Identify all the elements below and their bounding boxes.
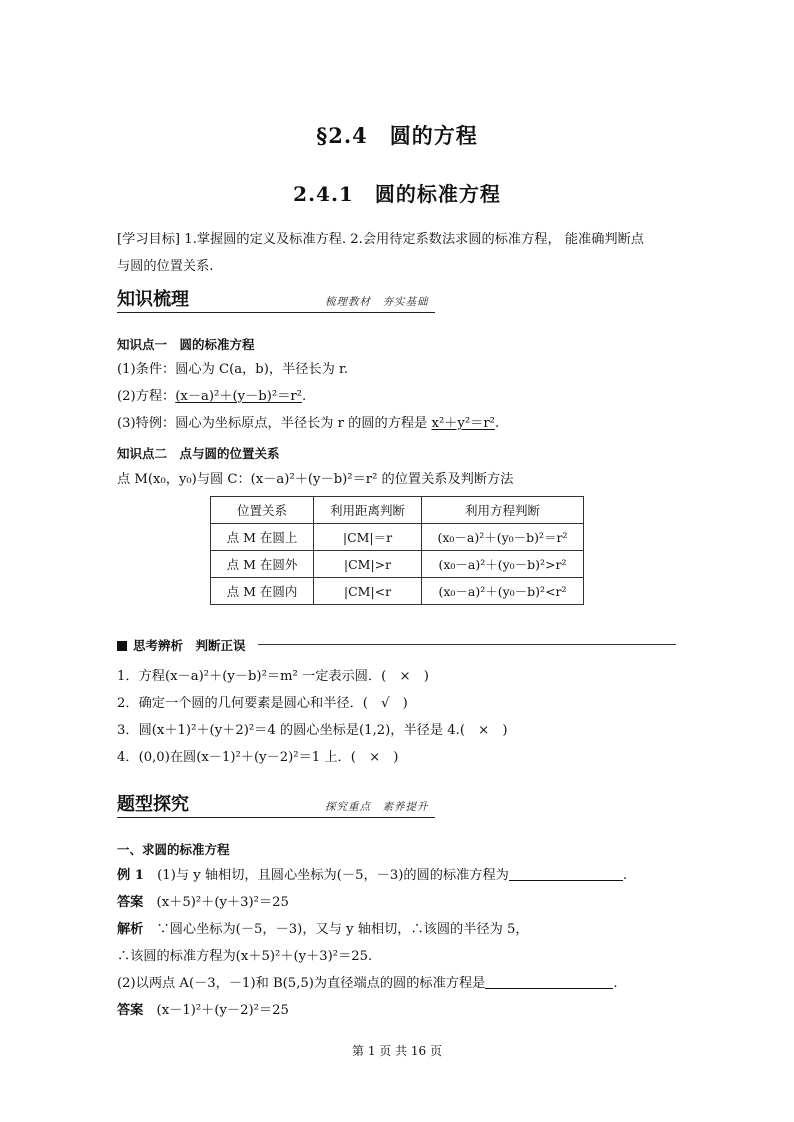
kp2-title: 知识点二 点与圆的位置关系 (117, 446, 280, 461)
example1-part2-end: . (613, 976, 618, 991)
objectives-text: 1.掌握圆的定义及标准方程. 2.会用待定系数法求圆的标准方程， 能准确判断点 (180, 232, 644, 247)
kp2-intro: 点 M(x₀，y₀)与圆 C：(x－a)²＋(y－b)²＝r² 的位置关系及判断方法 (117, 472, 514, 487)
table-header-cell: 位置关系 (211, 497, 314, 524)
example1-part2 (117, 973, 618, 995)
position-table (210, 496, 584, 605)
example1-text: (1)与 y 轴相切，且圆心坐标为(－5，－3)的圆的标准方程为 (143, 868, 509, 883)
kp1-special-line (117, 413, 499, 435)
table-cell: |CM|>r (314, 551, 422, 578)
think-item: 4．(0,0)在圆(x－1)²＋(y－2)²＝1 上．( × ) (117, 750, 399, 765)
table-header-row (211, 497, 584, 524)
think-title-row (117, 636, 246, 654)
table-cell: |CM|＝r (314, 524, 422, 551)
answer2-line (117, 1000, 289, 1022)
kp1-condition: (1)条件：圆心为 C(a，b)，半径长为 r. (117, 362, 349, 377)
example1-question (117, 865, 627, 887)
kp1-equation-line (117, 386, 306, 408)
section-knowledge-title: 知识梳理 (117, 289, 189, 310)
answer-label: 答案 (117, 895, 144, 910)
think-rule (258, 644, 676, 645)
objectives-line-2: 与圆的位置关系. (117, 259, 214, 274)
think-item: 1．方程(x－a)²＋(y－b)²＝m² 一定表示圆．( × ) (117, 669, 429, 684)
example1-part2-text: (2)以两点 A(－3，－1)和 B(5,5)为直径端点的圆的标准方程是 (117, 976, 486, 991)
part1-title: 一、求圆的标准方程 (117, 842, 230, 857)
table-header-cell: 利用距离判断 (314, 497, 422, 524)
table-row (211, 578, 584, 605)
table-header-cell: 利用方程判断 (422, 497, 584, 524)
page-footer: 第 1 页 共 16 页 (352, 1044, 442, 1058)
table-cell: (x₀－a)²＋(y₀－b)²＝r² (422, 524, 584, 551)
table-cell: 点 M 在圆内 (211, 578, 314, 605)
chapter-title: §2.4 圆的方程 (316, 123, 478, 148)
section-explore-rule (117, 817, 435, 818)
example1-end: . (622, 868, 628, 883)
objectives-line-1 (117, 229, 644, 251)
think-title: 思考辨析 判断正误 (133, 638, 246, 653)
table-cell: 点 M 在圆上 (211, 524, 314, 551)
answer-blank (509, 880, 623, 881)
analysis-line-2: ∴该圆的标准方程为(x＋5)²＋(y＋3)²＝25. (117, 949, 373, 964)
kp1-special-suffix: . (494, 416, 500, 431)
answer2: (x－1)²＋(y－2)²＝25 (143, 1003, 289, 1018)
table-row (211, 551, 584, 578)
kp1-equation-prefix: (2)方程： (117, 389, 176, 404)
section-title: 2.4.1 圆的标准方程 (293, 182, 501, 206)
table-cell: 点 M 在圆外 (211, 551, 314, 578)
think-item: 2．确定一个圆的几何要素是圆心和半径．( √ ) (117, 696, 408, 711)
section-explore-title: 题型探究 (117, 794, 189, 815)
table-cell: (x₀－a)²＋(y₀－b)²<r² (422, 578, 584, 605)
section-knowledge-rule (117, 312, 435, 313)
kp1-title: 知识点一 圆的标准方程 (117, 337, 255, 352)
analysis-text-1: ∵圆心坐标为(－5，－3)，又与 y 轴相切，∴该圆的半径为 5， (143, 922, 529, 937)
table-cell: |CM|<r (314, 578, 422, 605)
answer-blank (485, 988, 613, 989)
kp1-special-prefix: (3)特例：圆心为坐标原点，半径长为 r 的圆的方程是 (117, 416, 428, 431)
analysis-label: 解析 (117, 922, 144, 937)
section-knowledge-tag: 梳理教材 夯实基础 (325, 296, 429, 308)
think-item: 3．圆(x＋1)²＋(y＋2)²＝4 的圆心坐标是(1,2)，半径是 4.( × ) (117, 723, 508, 738)
square-bullet-icon (117, 641, 127, 651)
answer-label: 答案 (117, 1003, 144, 1018)
answer1-line (117, 892, 289, 914)
kp1-equation-suffix: . (301, 389, 307, 404)
section-explore-tag: 探究重点 素养提升 (325, 801, 429, 813)
kp1-equation: (x－a)²＋(y－b)²＝r² (175, 389, 302, 404)
example1-label: 例 1 (117, 868, 144, 883)
table-row (211, 524, 584, 551)
table-cell: (x₀－a)²＋(y₀－b)²>r² (422, 551, 584, 578)
kp1-special-equation: x²＋y²＝r² (431, 416, 495, 431)
analysis-line-1 (117, 919, 529, 941)
answer1: (x＋5)²＋(y＋3)²＝25 (143, 895, 289, 910)
objectives-tag: [学习目标] (117, 232, 181, 247)
